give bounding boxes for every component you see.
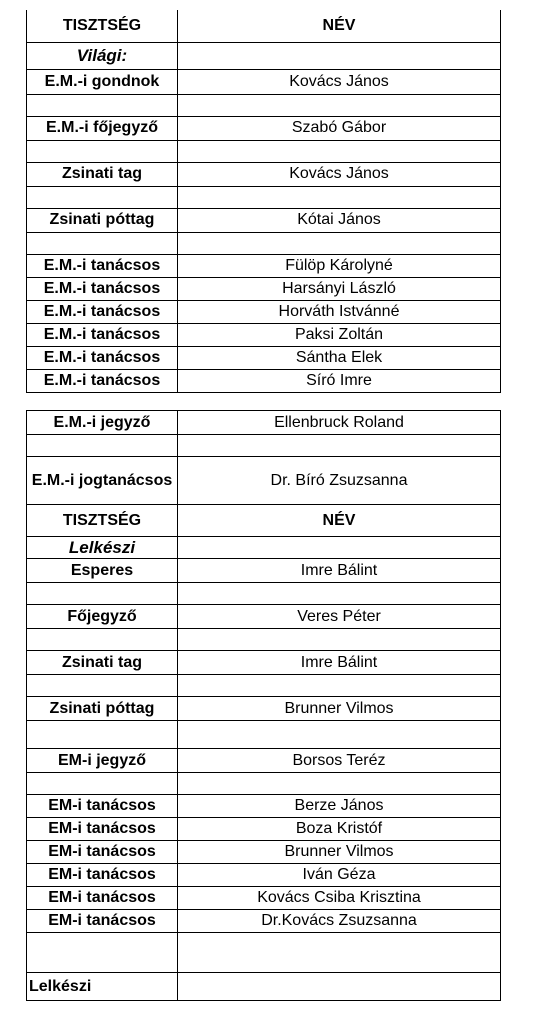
- section-label: Világi:: [27, 42, 178, 69]
- role-cell: Zsinati póttag: [27, 697, 178, 721]
- table-row: [27, 323, 501, 346]
- role-cell: [27, 435, 178, 457]
- role-cell: E.M.-i tanácsos: [27, 300, 178, 323]
- table-row: [27, 116, 501, 140]
- section-empty: [178, 42, 501, 69]
- name-cell: [178, 232, 501, 254]
- role-cell: E.M.-i tanácsos: [27, 277, 178, 300]
- role-cell: Zsinati tag: [27, 651, 178, 675]
- role-cell: Esperes: [27, 559, 178, 583]
- role-cell: [27, 773, 178, 795]
- role-cell: EM-i tanácsos: [27, 910, 178, 933]
- table-row: [27, 411, 501, 435]
- role-cell: [27, 94, 178, 116]
- section-empty: [178, 537, 501, 559]
- role-cell: E.M.-i jegyző: [27, 411, 178, 435]
- name-cell: [178, 435, 501, 457]
- table-row: [27, 795, 501, 818]
- name-cell: [178, 186, 501, 208]
- table-row: [27, 457, 501, 505]
- role-cell: [27, 721, 178, 749]
- role-cell: EM-i tanácsos: [27, 818, 178, 841]
- header-name: NÉV: [178, 10, 501, 42]
- role-cell: [27, 583, 178, 605]
- name-cell: Szabó Gábor: [178, 116, 501, 140]
- table-row: [27, 300, 501, 323]
- table-header-row: [27, 505, 501, 537]
- role-cell: E.M.-i tanácsos: [27, 254, 178, 277]
- name-cell: Kovács János: [178, 69, 501, 94]
- table-row: [27, 346, 501, 369]
- role-cell: Zsinati póttag: [27, 208, 178, 232]
- role-cell: Főjegyző: [27, 605, 178, 629]
- name-cell: Brunner Vilmos: [178, 841, 501, 864]
- name-cell: Ellenbruck Roland: [178, 411, 501, 435]
- name-cell: Dr.Kovács Zsuzsanna: [178, 910, 501, 933]
- role-cell: E.M.-i gondnok: [27, 69, 178, 94]
- table-row: [27, 559, 501, 583]
- role-cell: [27, 186, 178, 208]
- name-cell: Horváth Istvánné: [178, 300, 501, 323]
- name-cell: [178, 933, 501, 973]
- name-cell: Borsos Teréz: [178, 749, 501, 773]
- name-cell: Kótai János: [178, 208, 501, 232]
- table-row: [27, 864, 501, 887]
- section-label: Lelkészi: [27, 537, 178, 559]
- table-row: [27, 140, 501, 162]
- role-cell: [27, 675, 178, 697]
- role-cell: EM-i tanácsos: [27, 795, 178, 818]
- table-row: [27, 69, 501, 94]
- table-row: [27, 94, 501, 116]
- name-cell: Harsányi László: [178, 277, 501, 300]
- table-row: [27, 277, 501, 300]
- table-row: [27, 749, 501, 773]
- section-row: [27, 42, 501, 69]
- name-cell: [178, 94, 501, 116]
- table-row: [27, 841, 501, 864]
- role-cell: E.M.-i tanácsos: [27, 369, 178, 392]
- name-cell: Iván Géza: [178, 864, 501, 887]
- officials-table-clerical: [26, 410, 501, 1001]
- table-row: [27, 887, 501, 910]
- table-row: [27, 208, 501, 232]
- role-cell: E.M.-i tanácsos: [27, 323, 178, 346]
- name-cell: [178, 140, 501, 162]
- role-cell: Zsinati tag: [27, 162, 178, 186]
- role-cell: E.M.-i jogtanácsos: [27, 457, 178, 505]
- table-row: [27, 583, 501, 605]
- name-cell: Paksi Zoltán: [178, 323, 501, 346]
- header-role: TISZTSÉG: [27, 505, 178, 537]
- role-cell: E.M.-i tanácsos: [27, 346, 178, 369]
- role-cell: EM-i tanácsos: [27, 887, 178, 910]
- role-cell: EM-i tanácsos: [27, 864, 178, 887]
- table-row: [27, 605, 501, 629]
- table-row: [27, 721, 501, 749]
- name-cell: [178, 721, 501, 749]
- role-cell: [27, 232, 178, 254]
- table-row: [27, 697, 501, 721]
- name-cell: Kovács János: [178, 162, 501, 186]
- name-cell: [178, 629, 501, 651]
- table-row: [27, 369, 501, 392]
- footer-label: Lelkészi: [27, 973, 178, 1001]
- footer-row: [27, 973, 501, 1001]
- table-header-row: [27, 10, 501, 42]
- role-cell: [27, 933, 178, 973]
- name-cell: Veres Péter: [178, 605, 501, 629]
- table-row: [27, 933, 501, 973]
- role-cell: EM-i jegyző: [27, 749, 178, 773]
- table-row: [27, 818, 501, 841]
- table-row: [27, 232, 501, 254]
- role-cell: E.M.-i főjegyző: [27, 116, 178, 140]
- table-row: [27, 629, 501, 651]
- name-cell: Sántha Elek: [178, 346, 501, 369]
- table-row: [27, 186, 501, 208]
- role-cell: [27, 629, 178, 651]
- name-cell: Berze János: [178, 795, 501, 818]
- name-cell: [178, 583, 501, 605]
- header-role: TISZTSÉG: [27, 10, 178, 42]
- name-cell: Fülöp Károlyné: [178, 254, 501, 277]
- table-row: [27, 651, 501, 675]
- name-cell: Kovács Csiba Krisztina: [178, 887, 501, 910]
- table-row: [27, 675, 501, 697]
- name-cell: Boza Kristóf: [178, 818, 501, 841]
- name-cell: [178, 675, 501, 697]
- name-cell: [178, 773, 501, 795]
- table-row: [27, 910, 501, 933]
- section-row: [27, 537, 501, 559]
- header-name: NÉV: [178, 505, 501, 537]
- name-cell: Dr. Bíró Zsuzsanna: [178, 457, 501, 505]
- table-row: [27, 435, 501, 457]
- table-row: [27, 773, 501, 795]
- footer-empty: [178, 973, 501, 1001]
- role-cell: [27, 140, 178, 162]
- name-cell: Imre Bálint: [178, 651, 501, 675]
- name-cell: Imre Bálint: [178, 559, 501, 583]
- role-cell: EM-i tanácsos: [27, 841, 178, 864]
- officials-table-secular: [26, 10, 501, 393]
- table-row: [27, 162, 501, 186]
- name-cell: Síró Imre: [178, 369, 501, 392]
- table-row: [27, 254, 501, 277]
- name-cell: Brunner Vilmos: [178, 697, 501, 721]
